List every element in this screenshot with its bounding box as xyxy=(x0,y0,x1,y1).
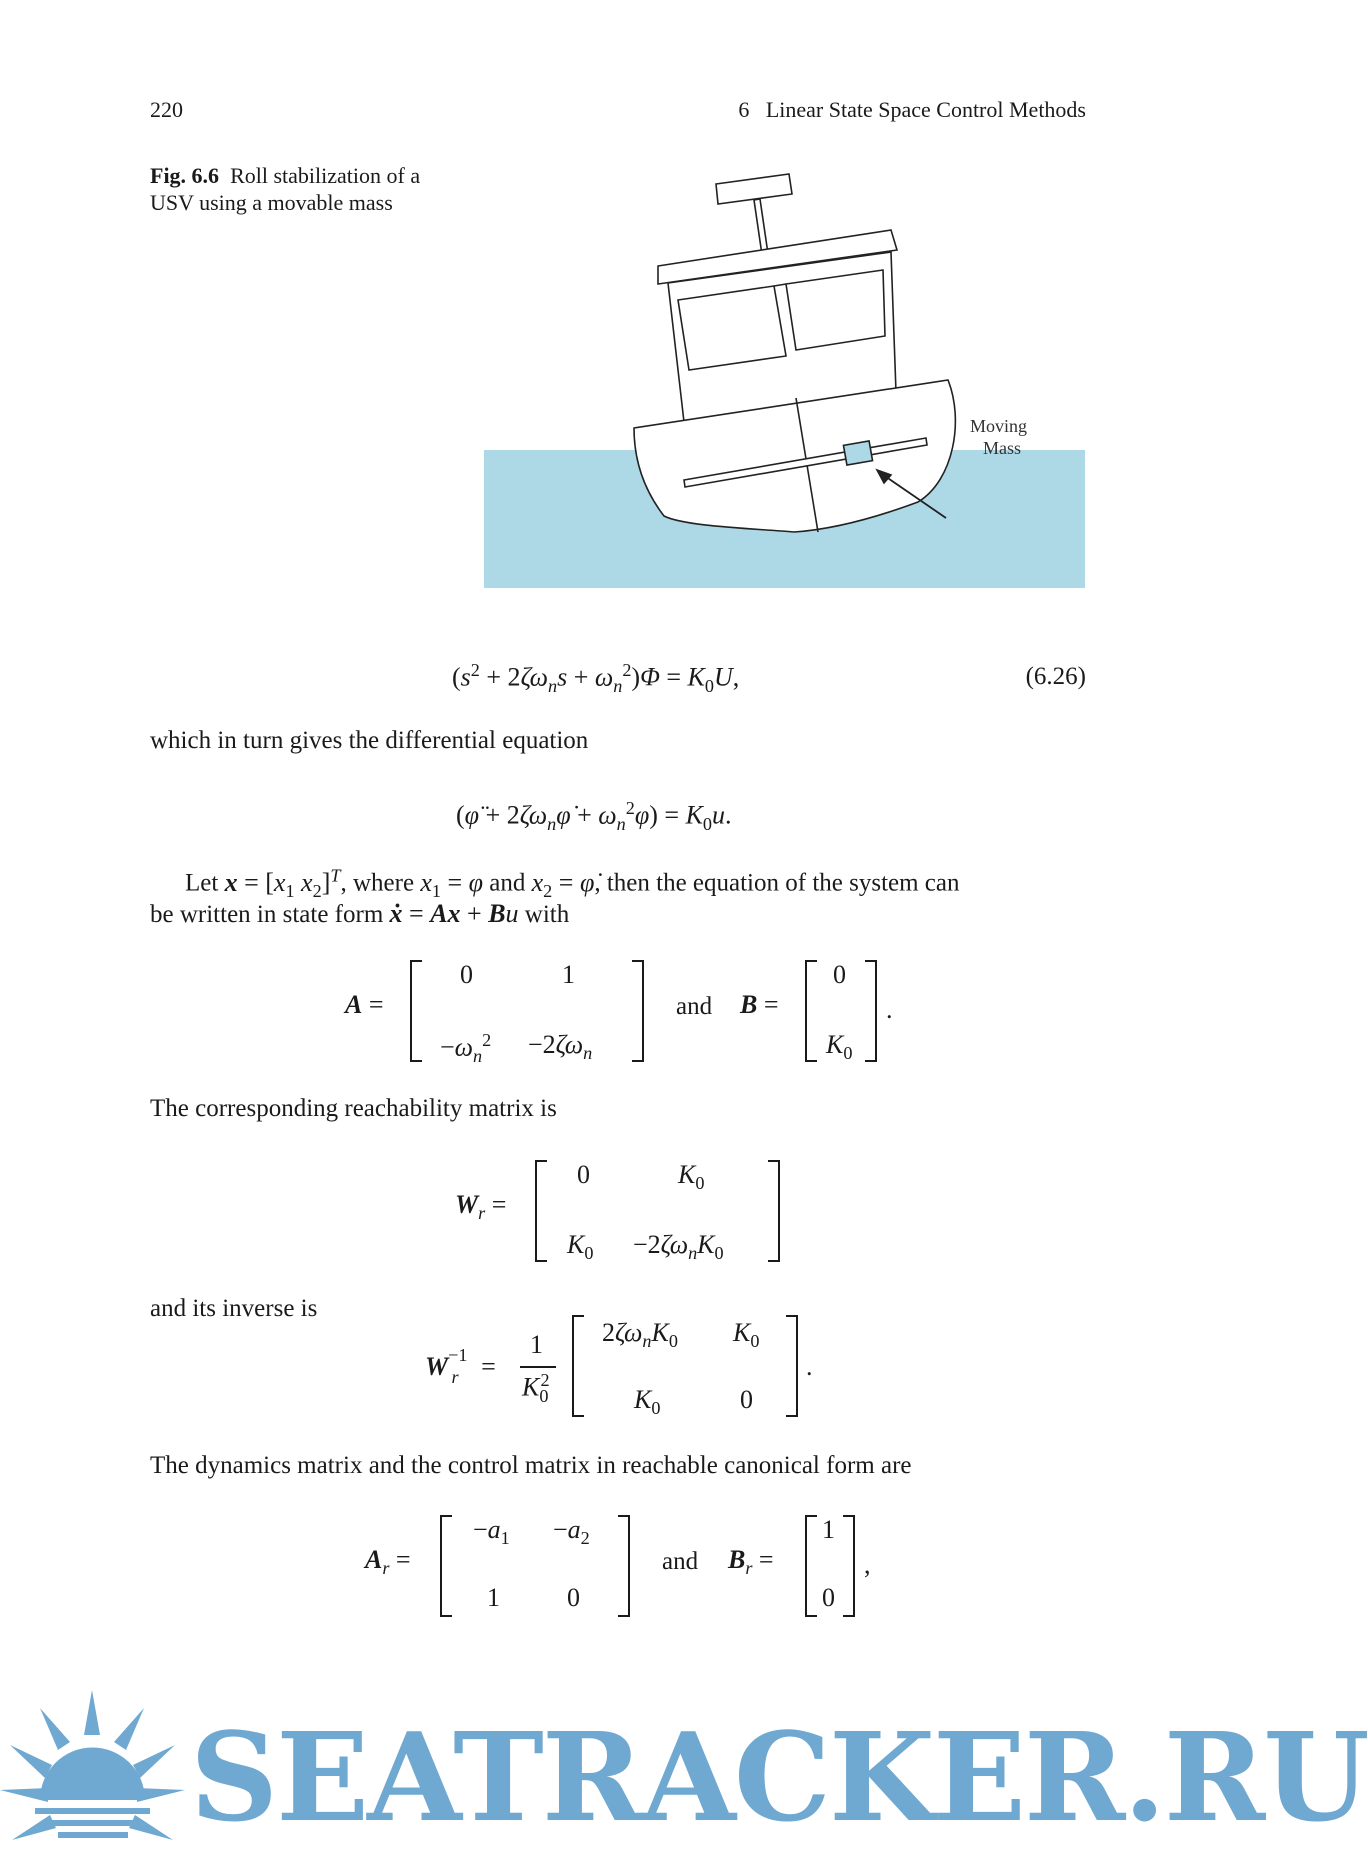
differential-equation: (φ̈ + $2\zeta\omega_n\varphi̇ + \omega_n^2\varphi) = K_0u$. xyxy=(456,798,732,834)
equation-6-26: $(s^2 + 2\zeta\omega_ns + \omega_n^2)\Phi = K_0U$, xyxy=(452,660,740,696)
moving-mass xyxy=(843,441,872,465)
figure-caption-text: Roll stabilization of a USV using a movable mass xyxy=(150,163,421,215)
p2-and: and xyxy=(489,869,526,897)
and-1: and xyxy=(676,993,713,1020)
figure-caption xyxy=(150,162,440,216)
paragraph-1: which in turn gives the differential equation xyxy=(150,727,589,754)
sun-logo-icon xyxy=(0,1690,185,1851)
watermark-text: SEATRACKER.RU xyxy=(190,1705,1368,1849)
page-number: 220 xyxy=(150,97,183,122)
paragraph-5: and its inverse is xyxy=(150,1295,318,1322)
running-header: 6 Linear State Space Control Methods xyxy=(738,97,1086,122)
p2-where: , where xyxy=(340,869,415,897)
p2-rest: , then the equation of the system can xyxy=(594,869,960,897)
paragraph-4: The corresponding reachability matrix is xyxy=(150,1095,557,1122)
equation-number: (6.26) xyxy=(1025,663,1086,690)
boat-figure xyxy=(484,160,1089,590)
annotation-mass: Mass xyxy=(983,438,1022,458)
figure-label: Fig. 6.6 xyxy=(150,163,220,188)
p3-with: with xyxy=(524,901,570,928)
and-2: and xyxy=(662,1548,699,1575)
annotation-moving: Moving xyxy=(970,416,1028,436)
paragraph-6: The dynamics matrix and the control matrix in reachable canonical form are xyxy=(150,1452,912,1479)
p3-start: be written in state form xyxy=(150,901,384,928)
paragraph-2: Let $x = [x_1$ $x_2]^T$, where $x_1 = \varphi$ and $x_2$ = φ̇, then the equation of the system can xyxy=(185,865,960,901)
p2-let: Let xyxy=(185,869,219,897)
paragraph-3: be written in state form ẋ = Ax + Bu with xyxy=(150,899,570,928)
